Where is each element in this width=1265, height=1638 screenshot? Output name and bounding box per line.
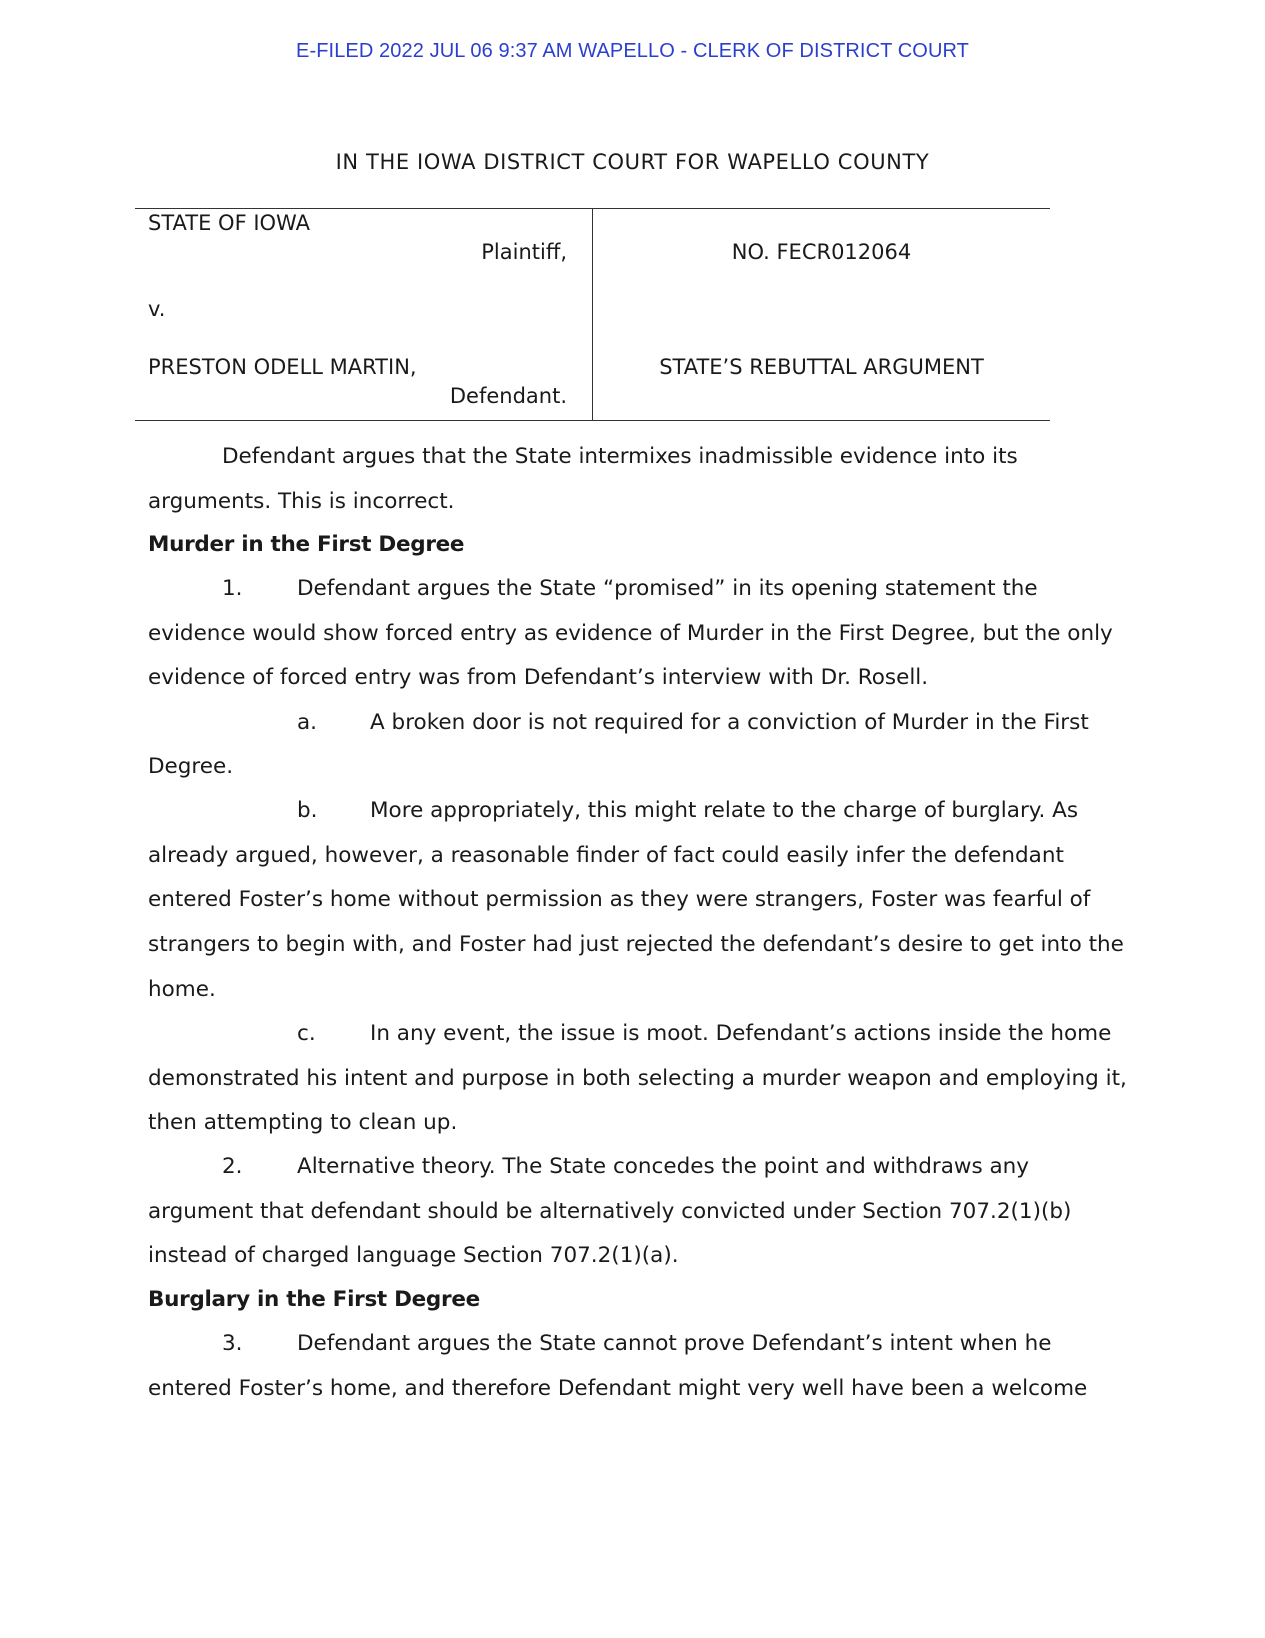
para-3-line-1: Defendant argues the State cannot prove Defendant’s intent when he bbox=[297, 1331, 1052, 1356]
para-2-number: 2. bbox=[222, 1154, 243, 1179]
para-b-line-5: home. bbox=[148, 977, 216, 1002]
plaintiff-name: STATE OF IOWA bbox=[148, 211, 311, 235]
para-c-line-2: demonstrated his intent and purpose in both selecting a murder weapon and employing it, bbox=[148, 1066, 1127, 1091]
para-3-line-2: entered Foster’s home, and therefore Defendant might very well have been a welcome bbox=[148, 1376, 1088, 1401]
intro-line-1: Defendant argues that the State intermixes inadmissible evidence into its bbox=[222, 444, 1018, 469]
para-a-number: a. bbox=[297, 710, 318, 735]
para-b-number: b. bbox=[297, 798, 318, 823]
document-title: STATE’S REBUTTAL ARGUMENT bbox=[659, 355, 984, 379]
intro-line-2: arguments. This is incorrect. bbox=[148, 489, 455, 514]
court-title: IN THE IOWA DISTRICT COURT FOR WAPELLO COUNTY bbox=[335, 150, 930, 174]
section-heading-burglary: Burglary in the First Degree bbox=[148, 1287, 480, 1312]
para-a-line-2: Degree. bbox=[148, 754, 234, 779]
case-caption bbox=[135, 208, 1050, 421]
para-b-line-2: already argued, however, a reasonable finder of fact could easily infer the defendant bbox=[148, 843, 1064, 868]
para-2-line-1: Alternative theory. The State concedes the point and withdraws any bbox=[297, 1154, 1030, 1179]
para-1-number: 1. bbox=[222, 576, 243, 601]
para-b-line-4: strangers to begin with, and Foster had just rejected the defendant’s desire to get into the bbox=[148, 932, 1124, 957]
para-2-line-2: argument that defendant should be alternatively convicted under Section 707.2(1)(b) bbox=[148, 1199, 1072, 1224]
defendant-name: PRESTON ODELL MARTIN, bbox=[148, 355, 417, 379]
para-1-line-2: evidence would show forced entry as evidence of Murder in the First Degree, but the only bbox=[148, 621, 1113, 646]
para-3-number: 3. bbox=[222, 1331, 243, 1356]
para-2-line-3: instead of charged language Section 707.2(1)(a). bbox=[148, 1243, 679, 1268]
para-a-line-1: A broken door is not required for a conviction of Murder in the First bbox=[370, 710, 1089, 735]
para-c-line-1: In any event, the issue is moot. Defendant’s actions inside the home bbox=[370, 1021, 1112, 1046]
para-b-line-3: entered Foster’s home without permission as they were strangers, Foster was fearful of bbox=[148, 887, 1091, 912]
para-c-number: c. bbox=[297, 1021, 316, 1046]
versus: v. bbox=[148, 297, 166, 321]
para-1-line-1: Defendant argues the State “promised” in its opening statement the bbox=[297, 576, 1038, 601]
case-number: NO. FECR012064 bbox=[731, 240, 912, 264]
para-b-line-1: More appropriately, this might relate to the charge of burglary. As bbox=[370, 798, 1079, 823]
para-c-line-3: then attempting to clean up. bbox=[148, 1110, 458, 1135]
section-heading-murder: Murder in the First Degree bbox=[148, 532, 465, 557]
defendant-role: Defendant. bbox=[449, 384, 567, 408]
plaintiff-role: Plaintiff, bbox=[481, 240, 567, 264]
para-1-line-3: evidence of forced entry was from Defendant’s interview with Dr. Rosell. bbox=[148, 665, 929, 690]
efiled-stamp: E-FILED 2022 JUL 06 9:37 AM WAPELLO - CLERK OF DISTRICT COURT bbox=[296, 40, 969, 62]
